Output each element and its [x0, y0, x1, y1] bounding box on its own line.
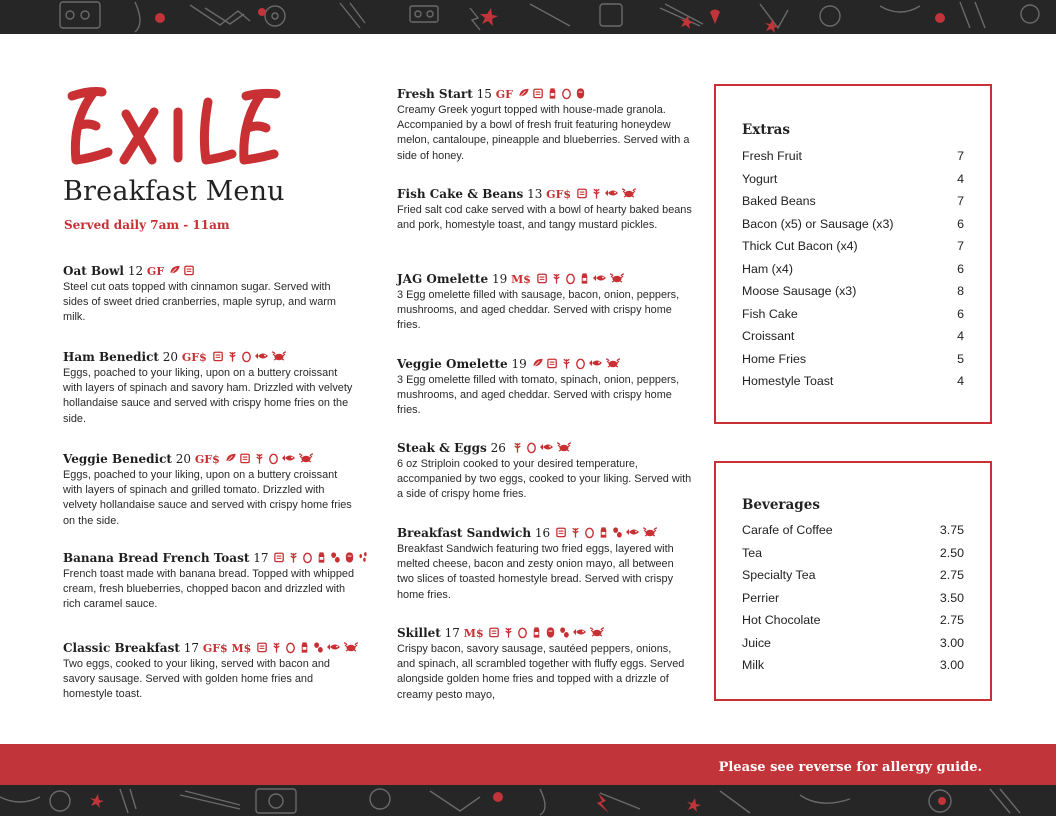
red-star-icon: [480, 8, 498, 26]
menu-item-name: Veggie Benedict: [63, 452, 172, 466]
allergen-icons: [272, 551, 370, 565]
nut-icon: [343, 550, 356, 564]
menu-item-description: Fried salt cod cake served with a bowl of hearty baked beans and pork, homestyle toast, and tangy mustard pickles.: [397, 204, 692, 232]
wing-icon-2: [760, 4, 788, 28]
menu-item: [63, 640, 358, 703]
guitar-icon: [530, 4, 570, 26]
allergen-icons: [255, 641, 359, 655]
menu-item-price: 17: [253, 551, 269, 565]
menu-item: [397, 625, 692, 703]
price-row-name: Juice: [742, 635, 771, 650]
price-row-price: 8: [957, 284, 964, 298]
crab-icon: [605, 356, 621, 370]
menu-item-tags: GF$: [546, 188, 572, 201]
leaf-icon: [169, 263, 182, 277]
price-row-price: 7: [957, 149, 964, 163]
wheat-icon: [502, 625, 515, 639]
soy-icon: [558, 625, 571, 639]
price-row-price: 2.75: [939, 613, 964, 627]
menu-item: [397, 86, 692, 164]
price-row-price: 6: [957, 216, 964, 231]
menu-item: [397, 525, 692, 603]
fish-icon: [604, 186, 620, 200]
allergen-icons: [531, 357, 621, 371]
price-row-price: 2.75: [939, 568, 964, 582]
price-row-name: Ham (x4): [742, 261, 793, 276]
menu-item-name: Ham Benedict: [63, 350, 159, 364]
wheat-icon: [511, 440, 524, 454]
wheat-icon: [560, 356, 573, 370]
price-row: [742, 657, 964, 680]
price-row-price: 2.50: [939, 545, 964, 560]
lightning-icon: [470, 8, 480, 30]
headphones-icon: [880, 6, 920, 12]
nut-icon: [574, 86, 587, 100]
price-row: [742, 590, 964, 613]
menu-item-tags: M$: [463, 627, 484, 640]
bottom-decorative-band: [0, 785, 1056, 816]
arrow-icon-2: [180, 791, 240, 809]
price-row: [742, 148, 964, 171]
fish-icon: [539, 440, 555, 454]
arrow-icon: [660, 4, 703, 26]
menu-item-description: 6 oz Striploin cooked to your desired temperature, accompanied by two eggs, cooked to your liking. Served with a side of crispy home fries.: [397, 458, 692, 501]
cassette-icon: [410, 6, 438, 22]
price-row: [742, 612, 964, 635]
menu-item-tags: GF: [495, 88, 513, 101]
price-row: [742, 193, 964, 216]
wheat-icon: [590, 186, 603, 200]
price-row-price: 3.50: [939, 590, 964, 605]
red-star-icon-2: [90, 794, 104, 808]
price-row-price: 3.00: [939, 635, 964, 650]
bread-icon: [488, 625, 501, 639]
menu-item-description: Crispy bacon, savory sausage, sautéed peppers, onions, and spinach, all scrambled together with fluffy eggs. Served alongside golden home fries and topped with a drizzle of creamy pesto mayo,: [397, 643, 685, 701]
allergen-icons: [211, 350, 287, 364]
price-row-name: Milk: [742, 658, 765, 672]
crab-icon: [343, 640, 359, 654]
beverages-title: Beverages: [742, 497, 820, 513]
amp-icon-2: [600, 4, 622, 26]
milk-icon: [530, 625, 543, 639]
price-row-name: Perrier: [742, 590, 780, 605]
menu-item-price: 16: [534, 526, 551, 540]
bread-icon: [183, 263, 196, 277]
allergy-guide-note: Please see reverse for allergy guide.: [718, 760, 982, 775]
bread-icon: [239, 451, 252, 465]
menu-item-price: 20: [162, 350, 179, 364]
price-row: [742, 261, 964, 284]
guitar-pick-icon: [710, 10, 720, 25]
price-row-name: Bacon (x5) or Sausage (x3): [742, 216, 894, 231]
menu-item: [63, 349, 358, 427]
crab-icon: [556, 440, 572, 454]
top-decorative-band: [0, 0, 1056, 34]
crab-icon: [621, 186, 637, 200]
menu-item-name: Banana Bread French Toast: [63, 551, 250, 565]
guitar-icon-2: [540, 789, 545, 815]
allergen-icons: [510, 441, 572, 455]
doodle-pattern-top: [0, 0, 1056, 34]
price-row: [742, 351, 964, 374]
menu-item-name: Fresh Start: [397, 87, 473, 101]
wheat-icon: [550, 271, 563, 285]
egg-icon: [284, 640, 297, 654]
extras-title: Extras: [742, 122, 791, 138]
menu-item-price: 13: [527, 187, 543, 201]
bread-icon: [256, 640, 269, 654]
bread-icon: [576, 186, 589, 200]
beverages-list: [742, 522, 964, 680]
page-title: Breakfast Menu: [63, 176, 285, 207]
menu-item-name: Veggie Omelette: [397, 357, 508, 371]
price-row-name: Hot Chocolate: [742, 613, 821, 627]
menu-item-description: Creamy Greek yogurt topped with house-made granola. Accompanied by a bowl of fresh fruit featuring honeydew melon, cantaloupe, pineapple and blueberries. Served with a side of honey.: [397, 104, 690, 162]
red-dot-icon-2: [493, 792, 503, 802]
menu-item-name: Classic Breakfast: [63, 641, 180, 655]
guitar-neck-icon: [135, 2, 140, 32]
price-row: [742, 635, 964, 658]
price-row-price: 5: [957, 351, 964, 366]
price-row-price: 4: [957, 374, 964, 388]
fish-icon: [588, 356, 604, 370]
milk-icon: [546, 86, 559, 100]
fish-icon: [592, 271, 608, 285]
egg-icon: [240, 349, 253, 363]
allergen-icons: [487, 626, 605, 640]
price-row: [742, 171, 964, 194]
price-row-name: Tea: [742, 545, 762, 560]
speaker-icon: [256, 789, 296, 813]
menu-item-name: Steak & Eggs: [397, 441, 487, 455]
crab-icon: [271, 349, 287, 363]
wheat-icon: [569, 525, 582, 539]
price-row-price: 7: [957, 239, 964, 253]
price-row-price: 3.75: [939, 523, 964, 537]
menu-item-price: 20: [175, 452, 192, 466]
menu-item-tags: GF$: [194, 453, 220, 466]
egg-icon: [525, 440, 538, 454]
price-row-name: Thick Cut Bacon (x4): [742, 239, 858, 253]
fish-icon: [326, 640, 342, 654]
price-row: [742, 373, 964, 396]
price-row-name: Carafe of Coffee: [742, 523, 833, 537]
crab-icon: [589, 625, 605, 639]
menu-item-description: French toast made with banana bread. Topped with whipped cream, fresh blueberries, chopped bacon and drizzled with rich caramel sauce.: [63, 568, 355, 611]
price-row-name: Croissant: [742, 329, 795, 343]
wheat-icon: [253, 451, 266, 465]
drumstick-icon-4: [990, 789, 1020, 813]
allergen-icons: [535, 272, 625, 286]
record-icon-3: [1021, 5, 1039, 23]
arrow-icon-3: [720, 791, 750, 813]
bread-icon: [273, 550, 286, 564]
exile-logo: [62, 82, 282, 172]
allergen-icons: [224, 452, 314, 466]
price-row-name: Moose Sausage (x3): [742, 284, 857, 298]
menu-item: [63, 263, 358, 326]
menu-item: [63, 451, 358, 529]
price-row-price: 4: [957, 329, 964, 343]
allergen-icons: [168, 264, 196, 278]
menu-item-name: Breakfast Sandwich: [397, 526, 532, 540]
menu-item-price: 19: [491, 272, 508, 286]
price-row-price: 4: [957, 171, 964, 186]
egg-icon: [267, 451, 280, 465]
nut-icon: [544, 625, 557, 639]
price-row-price: 6: [957, 306, 964, 321]
serving-hours: Served daily 7am - 11am: [64, 218, 230, 232]
doodle-pattern-bottom: [0, 785, 1056, 816]
menu-item: [63, 550, 358, 613]
leaf-icon: [225, 451, 238, 465]
price-row: [742, 238, 964, 261]
wing-icon: [190, 5, 250, 25]
allergen-icons: [554, 526, 658, 540]
sesame-icon: [357, 550, 370, 564]
egg-icon: [560, 86, 573, 100]
bread-icon: [532, 86, 545, 100]
menu-item: [397, 186, 692, 233]
drumstick-icon-2: [960, 2, 985, 28]
skateboard-icon: [800, 795, 850, 803]
menu-item-name: Fish Cake & Beans: [397, 187, 524, 201]
allergen-icons: [575, 187, 637, 201]
menu-item-name: Skillet: [397, 626, 441, 640]
menu-item: [397, 356, 692, 419]
milk-icon: [298, 640, 311, 654]
extras-panel: [714, 84, 992, 424]
amp-knob-icon: [66, 11, 74, 19]
fish-icon: [572, 625, 588, 639]
extras-list: [742, 148, 964, 396]
leaf-icon: [518, 86, 531, 100]
wheat-icon: [270, 640, 283, 654]
price-row: [742, 567, 964, 590]
price-row: [742, 545, 964, 568]
price-row-name: Fish Cake: [742, 306, 798, 321]
milk-icon: [597, 525, 610, 539]
egg-icon: [583, 525, 596, 539]
egg-icon: [301, 550, 314, 564]
allergen-icons: [517, 87, 587, 101]
egg-icon: [516, 625, 529, 639]
menu-item-description: 3 Egg omelette filled with sausage, bacon, onion, peppers, mushrooms, and aged cheddar. Served with crispy home fries.: [397, 289, 680, 332]
drumstick-icon: [340, 3, 365, 28]
record-icon-2: [820, 6, 840, 26]
bread-icon: [546, 356, 559, 370]
soy-icon: [611, 525, 624, 539]
price-row: [742, 306, 964, 329]
menu-item-description: Breakfast Sandwich featuring two fried eggs, layered with melted cheese, bacon and zesty onion mayo, all between two slices of toasted homestyle bread. Served with crispy home fries.: [397, 543, 674, 601]
crab-icon: [642, 525, 658, 539]
menu-item-description: 3 Egg omelette filled with tomato, spinach, onion, peppers, mushrooms, and aged cheddar. Served with crispy home fries.: [397, 374, 680, 417]
price-row: [742, 328, 964, 351]
menu-item-price: 19: [511, 357, 527, 371]
footer-band: [0, 744, 1056, 785]
menu-item-price: 26: [490, 441, 506, 455]
menu-item-price: 12: [127, 264, 144, 278]
menu-item-description: Eggs, poached to your liking, upon on a buttery croissant with layers of spinach and grilled tomato. Drizzled with velvety hollandaise sauce and served with crispy home fries on the side.: [63, 469, 352, 527]
crab-icon: [609, 271, 625, 285]
menu-item-tags: GF$ M$: [202, 642, 252, 655]
bread-icon: [536, 271, 549, 285]
menu-item-description: Eggs, poached to your liking, upon on a buttery croissant with layers of spinach and savory ham. Drizzled with velvety hollandaise sauce and served with crispy home fries on the side.: [63, 367, 353, 425]
red-dot-icon: [155, 13, 165, 23]
price-row: [742, 216, 964, 239]
price-row-name: Fresh Fruit: [742, 149, 802, 163]
price-row-price: 3.00: [939, 658, 964, 672]
record-icon-4: [50, 791, 70, 811]
egg-icon: [574, 356, 587, 370]
menu-item-price: 17: [444, 626, 460, 640]
wheat-icon: [287, 550, 300, 564]
bread-icon: [212, 349, 225, 363]
fish-icon: [254, 349, 270, 363]
menu-item: [397, 440, 692, 503]
price-row-name: Home Fries: [742, 351, 807, 366]
bread-icon: [555, 525, 568, 539]
menu-item-price: 17: [183, 641, 199, 655]
menu-item-tags: GF$: [181, 351, 207, 364]
soy-icon: [329, 550, 342, 564]
milk-icon: [578, 271, 591, 285]
price-row-price: 6: [957, 261, 964, 276]
menu-item-description: Steel cut oats topped with cinnamon sugar. Served with sides of sweet dried cranberries, maple syrup, and warm milk.: [63, 281, 336, 324]
record-icon-5: [370, 789, 390, 809]
fish-icon: [625, 525, 641, 539]
menu-item-name: JAG Omelette: [397, 272, 489, 286]
record-icon: [265, 6, 285, 26]
menu-item-tags: GF: [146, 265, 165, 278]
price-row-name: Yogurt: [742, 171, 778, 186]
wing-icon-4: [430, 791, 480, 811]
wheat-icon: [226, 349, 239, 363]
crab-icon: [298, 451, 314, 465]
price-row: [742, 522, 964, 545]
menu-item: [397, 271, 692, 334]
menu-item-price: 15: [476, 87, 492, 101]
price-row-name: Specialty Tea: [742, 568, 816, 582]
menu-item-description: Two eggs, cooked to your liking, served with bacon and savory sausage. Served with golden home fries and homestyle toast.: [63, 658, 330, 701]
menu-item-tags: M$: [511, 273, 531, 286]
price-row-name: Homestyle Toast: [742, 374, 834, 388]
soy-icon: [312, 640, 325, 654]
wing-icon-3: [0, 797, 40, 802]
price-row-price: 7: [957, 194, 964, 208]
price-row: [742, 283, 964, 306]
egg-icon: [564, 271, 577, 285]
milk-icon: [315, 550, 328, 564]
leaf-icon: [532, 356, 545, 370]
menu-item-name: Oat Bowl: [63, 264, 124, 278]
drumstick-icon-3: [120, 789, 136, 813]
price-row-name: Baked Beans: [742, 194, 816, 208]
beverages-panel: [714, 461, 992, 701]
fish-icon: [281, 451, 297, 465]
